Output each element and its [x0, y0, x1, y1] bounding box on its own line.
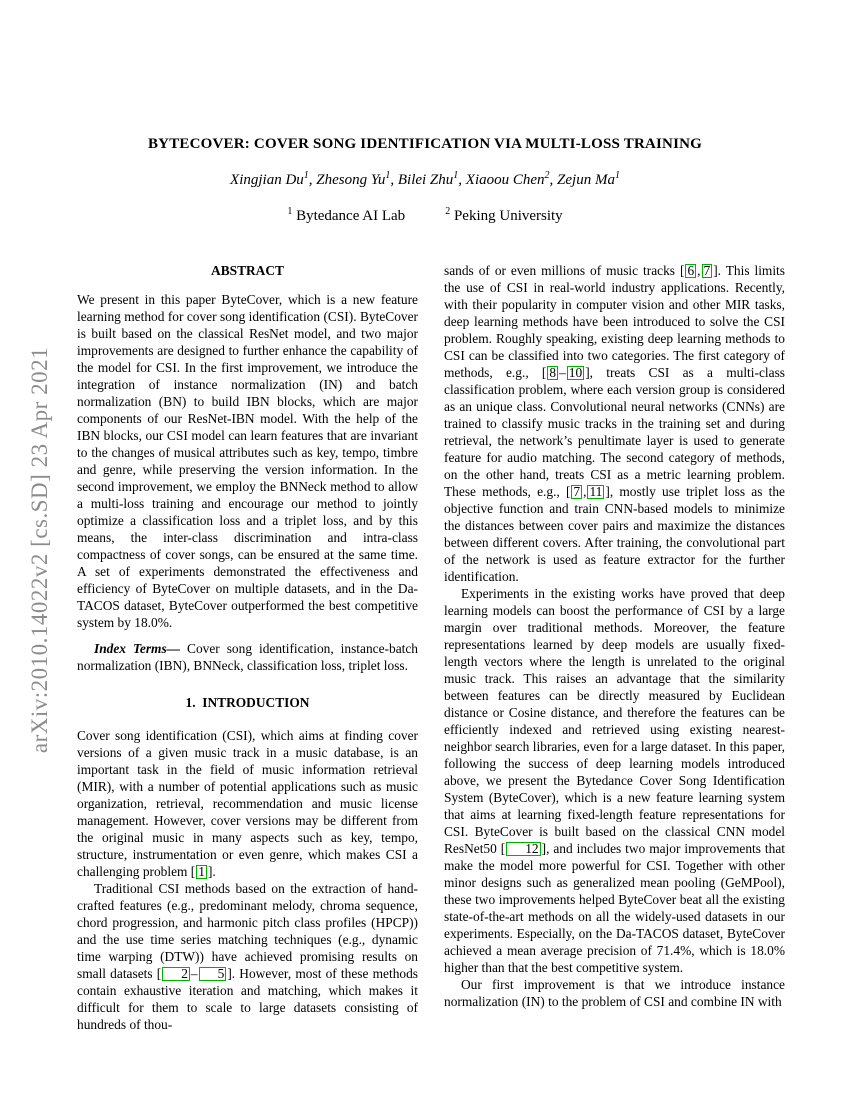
- author-affiliation-marker: 1: [385, 170, 391, 181]
- index-terms: [77, 640, 418, 674]
- citation-link[interactable]: 8: [549, 365, 557, 380]
- citation-link[interactable]: 10: [568, 365, 583, 380]
- citation-link[interactable]: 7: [703, 263, 711, 278]
- author-affiliation-marker: 2: [544, 170, 550, 181]
- author: Zhesong Yu$^1$: [316, 170, 391, 188]
- introduction-paragraph-2: Traditional CSI methods based on the extraction of hand-crafted features (e.g., predominant melody, chroma sequence, chord progression, and harmonic pitch class profiles (HPCP)) and the use time series matching techniques (e.g., dynamic time warping (DTW)) have achieved promising results on small datasets [ 2 – 5 ]. However, most of these methods contain exhaustive iteration and matching, which makes it difficult for them to scale to large datasets consisting of hundreds of thou-: [77, 881, 418, 1032]
- index-terms-label: Index Terms—: [94, 641, 181, 656]
- author-affiliation-marker: 1: [303, 170, 309, 181]
- citation-link[interactable]: 6: [687, 263, 695, 278]
- author-affiliation-marker: 1: [453, 170, 459, 181]
- index-terms-text: Cover song identification, instance-batch normalization (IBN), BNNeck, classification loss, triplet loss.: [77, 641, 418, 673]
- abstract-paragraph: We present in this paper ByteCover, which is a new feature learning method for cover song identification (CSI). ByteCover is built based on the classical ResNet model, and two major improvements are designed to further enhance the capability of the model for CSI. In the first improvement, we introduce the integration of instance normalization (IN) and batch normalization (BN) to build IBN blocks, which are major components of our ResNet-IBN model. With the help of the IBN blocks, our CSI model can learn features that are invariant to the changes of musical attributes such as key, tempo, timbre and genre, while preserving the version information. In the second improvement, we employ the BNNeck method to allow a multi-loss training and encourage our method to jointly optimize a classification loss and a triplet loss, and by this means, the inter-class discrimination and intra-class compactness of cover songs, can be ensured at the same time. A set of experiments demonstrated the effectiveness and efficiency of ByteCover on multiple datasets, and in the Da-TACOS dataset, ByteCover outperformed the best competitive system by 18.0%.: [77, 292, 418, 630]
- citation-link[interactable]: 11: [589, 484, 603, 499]
- citation-link[interactable]: 1: [198, 864, 205, 879]
- affiliation: $^2$ Peking University: [445, 206, 563, 224]
- author-line: Xingjian Du$^1$, Zhesong Yu$^1$, Bilei Zhu$^1$, Xiaoou Chen$^2$, Zejun Ma$^1$: [230, 170, 620, 188]
- citation-link[interactable]: 5: [199, 967, 227, 981]
- citation-link[interactable]: 7: [573, 484, 581, 499]
- affiliation-marker: 1: [287, 206, 293, 217]
- author: Zejun Ma$^1$: [557, 170, 620, 188]
- author: Xingjian Du$^1$: [230, 170, 309, 188]
- introduction-paragraph-1: Cover song identification (CSI), which aims at finding cover versions of a given music track in a music database, is an important task in the field of music information retrieval (MIR), with a number of potential applications such as music organization, retrieval, recommendation and music license management. However, cover versions may be different from the original music in many aspects such as key, tempo, structure, instrumentation or even genre, which makes CSI a challenging problem [ 1 ].: [77, 728, 418, 879]
- left-column: [77, 262, 418, 1033]
- citation-link[interactable]: 12: [506, 842, 540, 856]
- introduction-paragraph-4: Our first improvement is that we introduce instance normalization (IN) to the problem of CSI and combine IN with: [444, 977, 785, 1009]
- author: Xiaoou Chen$^2$: [465, 170, 550, 188]
- arxiv-watermark-text: arXiv:2010.14022v2 [cs.SD] 23 Apr 2021: [27, 346, 52, 754]
- abstract-heading: ABSTRACT: [211, 263, 284, 278]
- introduction-paragraph-3: Experiments in the existing works have proved that deep learning models can boost the performance of CSI by a large margin over traditional methods. Moreover, the feature representations learned by deep models are usually fixed-length vectors where the length is unrelated to the original music track. This raises an advantage that the similarity between features can be directly measured by Euclidean distance or Cosine distance, and therefore the features can be efficiently indexed and retrieved using existing nearest-neighbor search libraries, even for a large dataset. In this paper, following the success of deep learning models introduced above, we present the Bytedance Cover Song Identification System (ByteCover), which is a new feature learning system that aims at learning fixed-length feature representations for CSI. ByteCover is built based on the classical CNN model ResNet50 [ 12 ], and includes two major improvements that make the model more powerful for CSI. Together with other minor designs such as generalized mean pooling (GeMPool), these two improvements helped ByteCover beat all the existing state-of-the-art methods on all the widely-used datasets in our experiments. Especially, on the Da-TACOS dataset, ByteCover achieved a mean average precision of 71.4%, which is 18.0% higher than that the best competitive system.: [444, 586, 785, 975]
- affiliation-marker: 2: [445, 206, 451, 217]
- citation-link[interactable]: 2: [162, 967, 190, 981]
- author: Bilei Zhu$^1$: [397, 170, 459, 188]
- right-column: [444, 262, 785, 1033]
- two-column-body: [77, 262, 785, 1033]
- introduction-heading: 1. INTRODUCTION: [185, 695, 310, 710]
- affiliation: $^1$ Bytedance AI Lab: [287, 206, 406, 224]
- affiliation-line: [60, 208, 790, 225]
- paper-title: BYTECOVER: COVER SONG IDENTIFICATION VIA MULTI-LOSS TRAINING: [147, 136, 703, 152]
- author-affiliation-marker: 1: [614, 170, 620, 181]
- introduction-paragraph-2-continued: sands of or even millions of music tracks [ 6 , 7 ]. This limits the use of CSI in real-world industry applications. Recently, with their popularity in computer vision and other MIR tasks, deep learning methods have been introduced to solve the CSI problem. Roughly speaking, existing deep learning methods to CSI can be classified into two categories. The first category of methods, e.g., [ 8 – 10 ], treats CSI as a multi-class classification problem, where each version group is considered as an unique class. Convolutional neural networks (CNNs) are trained to classify music tracks in the training set and during retrieval, the network’s penultimate layer is used to generate feature for audio matching. The second category of methods, on the other hand, treats CSI as a metric learning problem. These methods, e.g., [ 7 , 11 ], mostly use triplet loss as the objective function and train CNN-based models to minimize the distances between cover pairs and maximize the distances between different covers. After training, the convolutional part of the network is used as feature extractor for the further identification.: [444, 263, 785, 584]
